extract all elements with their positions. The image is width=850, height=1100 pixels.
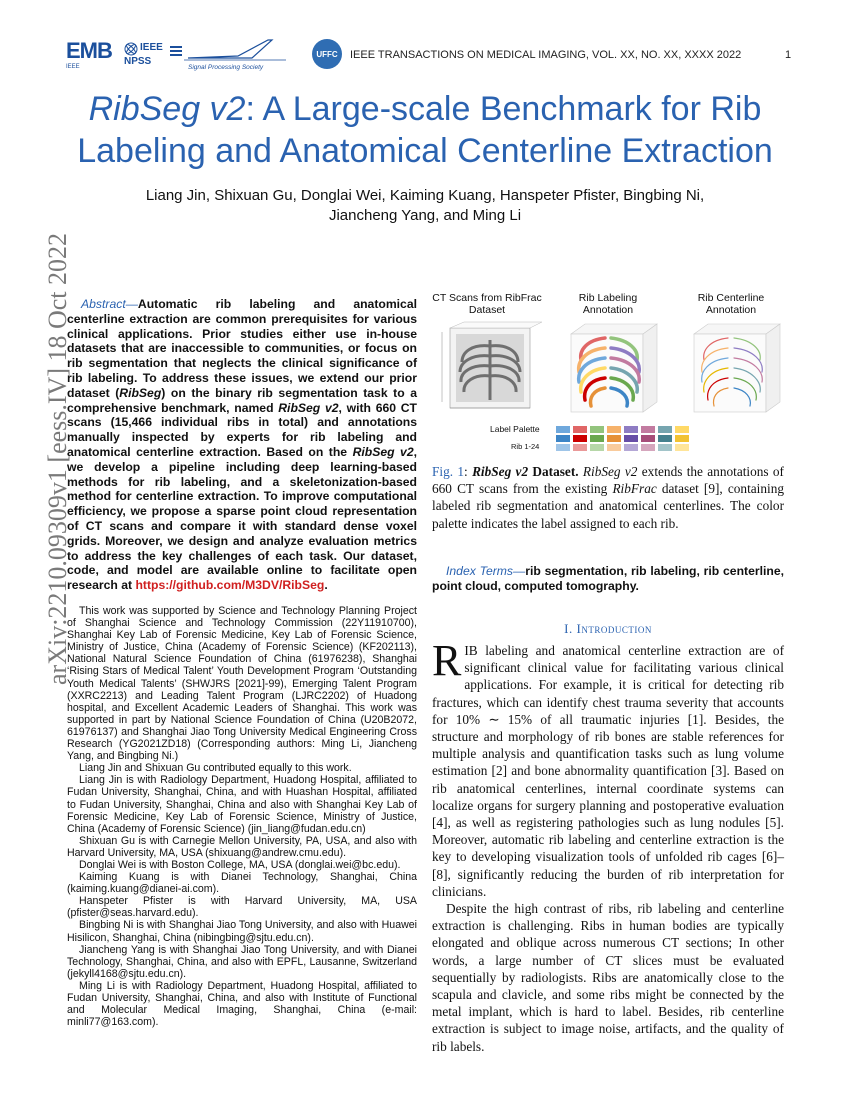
palette-swatch bbox=[624, 426, 638, 433]
arxiv-stamp: arXiv:2210.09309v1 [eess.IV] 18 Oct 2022 bbox=[43, 232, 72, 685]
emb-logo: EMB IEEE bbox=[66, 38, 112, 70]
panel-rib-labeling: Rib Labeling Annotation bbox=[553, 292, 663, 423]
palette-swatch bbox=[573, 426, 587, 433]
svg-text:Signal Processing Society: Signal Processing Society bbox=[188, 64, 264, 71]
palette-swatch bbox=[573, 444, 587, 451]
palette-swatch bbox=[607, 444, 621, 451]
palette-swatch bbox=[624, 444, 638, 451]
palette-swatch bbox=[624, 435, 638, 442]
palette-swatch bbox=[607, 435, 621, 442]
index-terms: Index Terms—rib segmentation, rib labeling, rib centerline, point cloud, computed tomography. bbox=[432, 564, 784, 593]
palette-swatch bbox=[607, 426, 621, 433]
npss-logo: IEEE NPSS bbox=[124, 41, 163, 67]
palette-swatch bbox=[658, 435, 672, 442]
panel-ct-scans: CT Scans from RibFrac Dataset bbox=[432, 292, 542, 423]
intro-body: RIB labeling and anatomical centerline extraction are of significant clinical value for facilitating various clinical applications. For example, it is critical for detecting rib fractures, which can identify chest trauma severity that accounts for 10% ∼ 15% of all traumatic injuries [1]. Besides, the structure and morphology of rib bones are stable references for multiple analysis and quantification tasks such as lung volume estimation [2] and bone abnormality quantification [3]. Based on rib anatomical centerlines, internal coordinate systems can localize organs for surgery planning and postoperative evaluation [4], as well as registering pathologies such as lung nodules [5]. Moreover, automatic rib labeling and centerline extraction is the key to developing visualization tools of unfolded rib cages [6]–[8], significantly reducing the burden of rib interpretation for clinicians. Despite the high contrast of ribs, rib labeling and centerline extraction is challenging. Ribs in human bodies are typically elongated and oblique across numerous CT sections; In other words, a large number of CT slices must be evaluated sequentially by radiologists. Ribs are anatomically close to the scapula and clavicle, and some ribs might be connected by the metal implant, which is hard to label. Besides, rib centerline extraction is subject to image noise, artifacts, and the quality of rib labels. bbox=[432, 636, 784, 1054]
palette-swatch bbox=[590, 444, 604, 451]
palette-swatch bbox=[675, 444, 689, 451]
palette-swatch bbox=[556, 435, 570, 442]
affiliation-footnote: This work was supported by Science and Technology Planning Project of Shanghai Science and Technology Commission (22Y11910700), Shanghai Key Lab of Forensic Medicine, Key Lab of Forensic Science, Ministry of Justice, China (Academy of Forensic Science) (KF202113), National Natural Science Foundation of China (61976238), Shanghai ‘Rising Stars of Medical Talent’ Youth Development Program ‘Outstanding Youth Medical Talents’ (SHWJRS [2021]-99), Emerging Talent Program (XXRC2213) and Leading Talent Program (LJRC2202) of Huadong hospital, and Excellent Academic Leaders of Shanghai. This work was supported in part by National Science Foundation of China (U20B2072, 61976137) and Shanghai Jiao Tong University Medical Engineering Cross Research (YG2021ZD18) (Corresponding authors: Ming Li, Jiancheng Yang, and Bingbing Ni.) Liang Jin and Shixuan Gu contributed equally to this work. Liang Jin is with Radiology Department, Huadong Hospital, affiliated to Fudan University, Shanghai, China, and with Huashan Hospital, affiliated to Fudan University, Shanghai, China and also with Shanghai Key Lab of Forensic Medicine, Key Lab of Forensic Science, Ministry of Justice, China (Academy of Forensic Science) (jin_liang@fudan.edu.cn) Shixuan Gu is with Carnegie Mellon University, PA, USA, and also with Harvard University, MA, USA (shixuang@andrew.cmu.edu). Donglai Wei is with Boston College, MA, USA (donglai.wei@bc.edu). Kaiming Kuang is with Dianei Technology, Shanghai, China (kaiming.kuang@dianei-ai.com). Hanspeter Pfister is with Harvard University, MA, USA (pfister@seas.harvard.edu). Bingbing Ni is with Shanghai Jiao Tong University, and also with Huawei Hisilicon, Shanghai, China (nibingbing@sjtu.edu.cn). Jiancheng Yang is with Shanghai Jiao Tong University, and with Dianei Technology, Shanghai, China, and also with EPFL, Lausanne, Switzerland (jekyll4168@sjtu.edu.cn). Ming Li is with Radiology Department, Huadong Hospital, affiliated to Fudan University, Shanghai, China, and also with Institute of Functional and Molecular Medical Imaging, Shanghai, China (e-mail: minli77@163.com). bbox=[67, 605, 417, 1029]
palette-swatch bbox=[573, 435, 587, 442]
rib-centerline-render bbox=[676, 320, 786, 420]
atom-icon bbox=[124, 42, 138, 56]
author-list: Liang Jin, Shixuan Gu, Donglai Wei, Kaiming Kuang, Hanspeter Pfister, Bingbing Ni, Jiancheng Yang, and Ming Li bbox=[145, 187, 705, 224]
palette-swatch bbox=[590, 435, 604, 442]
sps-logo bbox=[168, 36, 288, 72]
uffc-logo: UFFC bbox=[312, 36, 342, 72]
abstract: Abstract—Automatic rib labeling and anatomical centerline extraction are common prerequisites for various clinical applications. Prior studies either use in-house datasets that are inaccessible to communities, or focus on rib segmentation that neglects the clinical significance of rib labeling. To address these issues, we extend our prior dataset (RibSeg) on the binary rib segmentation task to a comprehensive benchmark, named RibSeg v2, with 660 CT scans (15,466 individual ribs in total) and annotations manually inspected by experts for rib labeling and anatomical centerline extraction. Based on the RibSeg v2, we develop a pipeline including deep learning-based methods for rib labeling, and a skeletonization-based method for centerline extraction. To improve computational efficiency, we propose a sparse point cloud representation of CT scans and compare it with standard dense voxel grids. Moreover, we design and analyze evaluation metrics to address the key challenges of each task. Our dataset, code, and model are available online to facilitate open research at https://github.com/M3DV/RibSeg. bbox=[67, 297, 417, 593]
palette-sublabel: Rib 1-24 bbox=[511, 442, 540, 451]
palette-swatch bbox=[556, 426, 570, 433]
palette-swatch bbox=[556, 444, 570, 451]
palette-swatch bbox=[641, 444, 655, 451]
label-palette bbox=[556, 426, 696, 451]
palette-swatch bbox=[658, 426, 672, 433]
palette-swatch bbox=[590, 426, 604, 433]
palette-swatch bbox=[675, 435, 689, 442]
figure-caption: Fig. 1: RibSeg v2 Dataset. RibSeg v2 extends the annotations of 660 CT scans from the existing RibFrac dataset [9], containing labeled rib segmentation and anatomical centerlines. The color palette indicates the label assigned to each rib. bbox=[432, 464, 784, 531]
palette-swatch bbox=[658, 444, 672, 451]
journal-header: IEEE TRANSACTIONS ON MEDICAL IMAGING, VOL. XX, NO. XX, XXXX 2022 bbox=[350, 49, 742, 61]
panel-rib-centerline: Rib Centerline Annotation bbox=[676, 292, 786, 423]
palette-swatch bbox=[641, 426, 655, 433]
paper-title: RibSeg v2: A Large-scale Benchmark for Rib Labeling and Anatomical Centerline Extraction bbox=[77, 90, 773, 170]
github-link[interactable]: https://github.com/M3DV/RibSeg bbox=[135, 578, 325, 593]
drop-cap: R bbox=[432, 636, 462, 685]
palette-label: Label Palette bbox=[490, 424, 540, 434]
rib-label-render bbox=[553, 320, 663, 420]
palette-swatch bbox=[641, 435, 655, 442]
section-heading: I. Introduction bbox=[564, 621, 652, 636]
ct-scan-render bbox=[432, 320, 542, 420]
palette-swatch bbox=[675, 426, 689, 433]
page-number: 1 bbox=[785, 49, 792, 61]
